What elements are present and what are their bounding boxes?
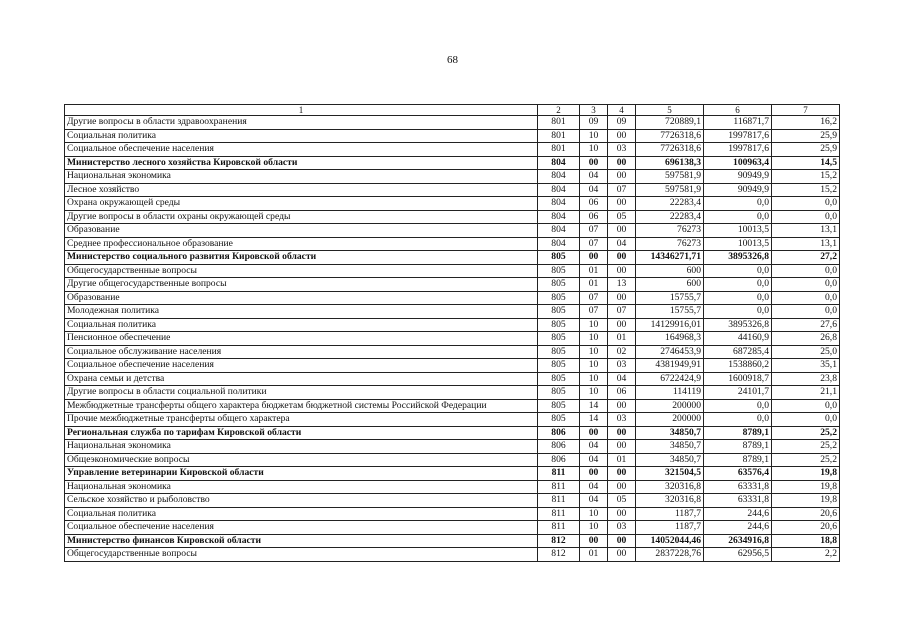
cell-subsection-code: 00 xyxy=(608,170,636,184)
table-row xyxy=(65,386,840,400)
cell-percent: 13,1 xyxy=(772,237,840,251)
cell-subsection-code: 00 xyxy=(608,480,636,494)
cell-section-code: 06 xyxy=(580,197,608,211)
cell-section-code: 07 xyxy=(580,305,608,319)
cell-planned: 320316,8 xyxy=(636,494,704,508)
budget-table xyxy=(64,104,840,562)
cell-executed: 63331,8 xyxy=(704,494,772,508)
cell-executed: 8789,1 xyxy=(704,453,772,467)
table-row xyxy=(65,264,840,278)
cell-percent: 26,8 xyxy=(772,332,840,346)
cell-percent: 25,2 xyxy=(772,453,840,467)
table-row xyxy=(65,305,840,319)
table-row xyxy=(65,318,840,332)
table-row xyxy=(65,224,840,238)
cell-name: Общегосударственные вопросы xyxy=(65,548,538,562)
cell-name: Молодежная политика xyxy=(65,305,538,319)
cell-ministry-code: 804 xyxy=(538,156,580,170)
table-row xyxy=(65,521,840,535)
cell-executed: 44160,9 xyxy=(704,332,772,346)
cell-percent: 0,0 xyxy=(772,413,840,427)
cell-planned: 76273 xyxy=(636,237,704,251)
cell-subsection-code: 00 xyxy=(608,534,636,548)
cell-ministry-code: 811 xyxy=(538,467,580,481)
cell-section-code: 10 xyxy=(580,143,608,157)
cell-percent: 0,0 xyxy=(772,278,840,292)
cell-executed: 0,0 xyxy=(704,305,772,319)
cell-ministry-code: 805 xyxy=(538,345,580,359)
cell-planned: 34850,7 xyxy=(636,440,704,454)
cell-section-code: 04 xyxy=(580,453,608,467)
cell-section-code: 09 xyxy=(580,116,608,130)
cell-subsection-code: 00 xyxy=(608,318,636,332)
cell-percent: 23,8 xyxy=(772,372,840,386)
cell-percent: 25,0 xyxy=(772,345,840,359)
cell-name: Межбюджетные трансферты общего характера бюджетам бюджетной системы Российской Федерации xyxy=(65,399,538,413)
cell-subsection-code: 03 xyxy=(608,143,636,157)
cell-planned: 22283,4 xyxy=(636,197,704,211)
table-header-row xyxy=(65,105,840,116)
table-row xyxy=(65,197,840,211)
table-row xyxy=(65,332,840,346)
cell-planned: 6722424,9 xyxy=(636,372,704,386)
table-row xyxy=(65,116,840,130)
cell-section-code: 00 xyxy=(580,467,608,481)
cell-section-code: 04 xyxy=(580,494,608,508)
cell-executed: 0,0 xyxy=(704,413,772,427)
cell-percent: 13,1 xyxy=(772,224,840,238)
cell-executed: 24101,7 xyxy=(704,386,772,400)
cell-subsection-code: 00 xyxy=(608,507,636,521)
cell-executed: 2634916,8 xyxy=(704,534,772,548)
cell-ministry-code: 805 xyxy=(538,372,580,386)
cell-ministry-code: 811 xyxy=(538,494,580,508)
cell-section-code: 10 xyxy=(580,521,608,535)
cell-percent: 20,6 xyxy=(772,507,840,521)
cell-section-code: 04 xyxy=(580,170,608,184)
cell-section-code: 04 xyxy=(580,183,608,197)
cell-planned: 7726318,6 xyxy=(636,129,704,143)
cell-section-code: 07 xyxy=(580,291,608,305)
cell-planned: 15755,7 xyxy=(636,305,704,319)
cell-percent: 18,8 xyxy=(772,534,840,548)
table-row xyxy=(65,372,840,386)
cell-section-code: 14 xyxy=(580,413,608,427)
cell-percent: 25,2 xyxy=(772,426,840,440)
cell-name: Социальное обслуживание населения xyxy=(65,345,538,359)
cell-ministry-code: 812 xyxy=(538,534,580,548)
table-row xyxy=(65,494,840,508)
cell-subsection-code: 00 xyxy=(608,224,636,238)
cell-section-code: 00 xyxy=(580,251,608,265)
cell-executed: 0,0 xyxy=(704,399,772,413)
table-row xyxy=(65,534,840,548)
cell-percent: 25,9 xyxy=(772,129,840,143)
cell-ministry-code: 804 xyxy=(538,237,580,251)
table-row xyxy=(65,507,840,521)
table-row xyxy=(65,359,840,373)
cell-executed: 1997817,6 xyxy=(704,143,772,157)
cell-name: Министерство финансов Кировской области xyxy=(65,534,538,548)
cell-percent: 0,0 xyxy=(772,305,840,319)
cell-planned: 2746453,9 xyxy=(636,345,704,359)
cell-ministry-code: 801 xyxy=(538,129,580,143)
cell-executed: 0,0 xyxy=(704,197,772,211)
cell-ministry-code: 804 xyxy=(538,183,580,197)
cell-ministry-code: 805 xyxy=(538,251,580,265)
cell-name: Другие вопросы в области охраны окружающей среды xyxy=(65,210,538,224)
cell-executed: 687285,4 xyxy=(704,345,772,359)
cell-ministry-code: 806 xyxy=(538,440,580,454)
cell-name: Охрана окружающей среды xyxy=(65,197,538,211)
cell-planned: 600 xyxy=(636,264,704,278)
cell-name: Образование xyxy=(65,224,538,238)
cell-percent: 25,2 xyxy=(772,440,840,454)
header-col-4: 4 xyxy=(608,105,636,116)
cell-name: Среднее профессиональное образование xyxy=(65,237,538,251)
cell-section-code: 14 xyxy=(580,399,608,413)
cell-percent: 15,2 xyxy=(772,170,840,184)
cell-planned: 597581,9 xyxy=(636,183,704,197)
cell-percent: 15,2 xyxy=(772,183,840,197)
cell-ministry-code: 805 xyxy=(538,318,580,332)
cell-ministry-code: 806 xyxy=(538,426,580,440)
cell-executed: 90949,9 xyxy=(704,183,772,197)
cell-subsection-code: 00 xyxy=(608,197,636,211)
cell-section-code: 10 xyxy=(580,372,608,386)
cell-subsection-code: 09 xyxy=(608,116,636,130)
cell-subsection-code: 00 xyxy=(608,291,636,305)
cell-planned: 320316,8 xyxy=(636,480,704,494)
cell-ministry-code: 811 xyxy=(538,507,580,521)
cell-ministry-code: 811 xyxy=(538,521,580,535)
cell-section-code: 10 xyxy=(580,318,608,332)
header-col-7: 7 xyxy=(772,105,840,116)
table-row xyxy=(65,399,840,413)
cell-planned: 7726318,6 xyxy=(636,143,704,157)
cell-executed: 3895326,8 xyxy=(704,251,772,265)
cell-subsection-code: 00 xyxy=(608,548,636,562)
cell-executed: 1997817,6 xyxy=(704,129,772,143)
table-row xyxy=(65,426,840,440)
table-row xyxy=(65,156,840,170)
cell-name: Охрана семьи и детства xyxy=(65,372,538,386)
cell-planned: 597581,9 xyxy=(636,170,704,184)
cell-name: Социальное обеспечение населения xyxy=(65,521,538,535)
cell-executed: 244,6 xyxy=(704,507,772,521)
cell-percent: 20,6 xyxy=(772,521,840,535)
cell-subsection-code: 00 xyxy=(608,399,636,413)
cell-percent: 19,8 xyxy=(772,494,840,508)
cell-planned: 34850,7 xyxy=(636,426,704,440)
cell-percent: 0,0 xyxy=(772,264,840,278)
cell-percent: 21,1 xyxy=(772,386,840,400)
cell-planned: 2837228,76 xyxy=(636,548,704,562)
table-row xyxy=(65,480,840,494)
cell-name: Общегосударственные вопросы xyxy=(65,264,538,278)
cell-planned: 114119 xyxy=(636,386,704,400)
cell-subsection-code: 13 xyxy=(608,278,636,292)
cell-executed: 63331,8 xyxy=(704,480,772,494)
cell-percent: 27,2 xyxy=(772,251,840,265)
cell-subsection-code: 00 xyxy=(608,156,636,170)
cell-name: Другие вопросы в области социальной политики xyxy=(65,386,538,400)
cell-ministry-code: 806 xyxy=(538,453,580,467)
cell-section-code: 10 xyxy=(580,359,608,373)
cell-section-code: 10 xyxy=(580,345,608,359)
cell-section-code: 10 xyxy=(580,386,608,400)
cell-planned: 34850,7 xyxy=(636,453,704,467)
cell-section-code: 10 xyxy=(580,129,608,143)
table-row xyxy=(65,237,840,251)
cell-percent: 0,0 xyxy=(772,399,840,413)
cell-planned: 1187,7 xyxy=(636,507,704,521)
cell-section-code: 01 xyxy=(580,548,608,562)
cell-subsection-code: 05 xyxy=(608,494,636,508)
cell-percent: 0,0 xyxy=(772,210,840,224)
cell-subsection-code: 04 xyxy=(608,237,636,251)
cell-percent: 16,2 xyxy=(772,116,840,130)
cell-ministry-code: 812 xyxy=(538,548,580,562)
cell-name: Управление ветеринарии Кировской области xyxy=(65,467,538,481)
cell-name: Министерство социального развития Кировской области xyxy=(65,251,538,265)
cell-name: Национальная экономика xyxy=(65,440,538,454)
header-col-5: 5 xyxy=(636,105,704,116)
cell-subsection-code: 06 xyxy=(608,386,636,400)
cell-planned: 321504,5 xyxy=(636,467,704,481)
page-number: 68 xyxy=(447,54,458,66)
header-col-2: 2 xyxy=(538,105,580,116)
table-row xyxy=(65,143,840,157)
cell-subsection-code: 05 xyxy=(608,210,636,224)
cell-subsection-code: 01 xyxy=(608,332,636,346)
cell-subsection-code: 00 xyxy=(608,440,636,454)
table-row xyxy=(65,170,840,184)
cell-section-code: 00 xyxy=(580,426,608,440)
cell-planned: 200000 xyxy=(636,413,704,427)
cell-section-code: 01 xyxy=(580,264,608,278)
cell-executed: 100963,4 xyxy=(704,156,772,170)
cell-section-code: 01 xyxy=(580,278,608,292)
cell-name: Образование xyxy=(65,291,538,305)
cell-section-code: 00 xyxy=(580,156,608,170)
cell-percent: 0,0 xyxy=(772,197,840,211)
cell-ministry-code: 804 xyxy=(538,210,580,224)
cell-planned: 696138,3 xyxy=(636,156,704,170)
cell-ministry-code: 811 xyxy=(538,480,580,494)
cell-planned: 14129916,01 xyxy=(636,318,704,332)
cell-subsection-code: 07 xyxy=(608,305,636,319)
cell-name: Социальная политика xyxy=(65,507,538,521)
cell-executed: 8789,1 xyxy=(704,440,772,454)
cell-percent: 35,1 xyxy=(772,359,840,373)
cell-executed: 10013,5 xyxy=(704,237,772,251)
cell-name: Социальное обеспечение населения xyxy=(65,143,538,157)
cell-name: Сельское хозяйство и рыболовство xyxy=(65,494,538,508)
cell-name: Региональная служба по тарифам Кировской области xyxy=(65,426,538,440)
cell-planned: 14346271,71 xyxy=(636,251,704,265)
cell-subsection-code: 00 xyxy=(608,426,636,440)
cell-percent: 19,8 xyxy=(772,467,840,481)
cell-planned: 14052044,46 xyxy=(636,534,704,548)
cell-executed: 0,0 xyxy=(704,210,772,224)
cell-subsection-code: 00 xyxy=(608,467,636,481)
cell-planned: 1187,7 xyxy=(636,521,704,535)
cell-executed: 116871,7 xyxy=(704,116,772,130)
cell-name: Другие общегосударственные вопросы xyxy=(65,278,538,292)
header-col-6: 6 xyxy=(704,105,772,116)
cell-subsection-code: 07 xyxy=(608,183,636,197)
cell-executed: 62956,5 xyxy=(704,548,772,562)
cell-subsection-code: 01 xyxy=(608,453,636,467)
cell-ministry-code: 805 xyxy=(538,305,580,319)
cell-percent: 19,8 xyxy=(772,480,840,494)
cell-subsection-code: 00 xyxy=(608,251,636,265)
cell-planned: 4381949,91 xyxy=(636,359,704,373)
cell-executed: 0,0 xyxy=(704,264,772,278)
cell-name: Министерство лесного хозяйства Кировской области xyxy=(65,156,538,170)
cell-planned: 76273 xyxy=(636,224,704,238)
cell-ministry-code: 805 xyxy=(538,264,580,278)
cell-executed: 10013,5 xyxy=(704,224,772,238)
cell-ministry-code: 805 xyxy=(538,359,580,373)
cell-subsection-code: 03 xyxy=(608,521,636,535)
cell-subsection-code: 02 xyxy=(608,345,636,359)
cell-name: Пенсионное обеспечение xyxy=(65,332,538,346)
table-row xyxy=(65,291,840,305)
table-row xyxy=(65,183,840,197)
table-row xyxy=(65,453,840,467)
cell-name: Национальная экономика xyxy=(65,170,538,184)
cell-section-code: 06 xyxy=(580,210,608,224)
table-row xyxy=(65,278,840,292)
cell-executed: 1538860,2 xyxy=(704,359,772,373)
table-row xyxy=(65,467,840,481)
cell-ministry-code: 805 xyxy=(538,386,580,400)
cell-ministry-code: 801 xyxy=(538,143,580,157)
table-row xyxy=(65,413,840,427)
cell-section-code: 10 xyxy=(580,507,608,521)
cell-section-code: 07 xyxy=(580,237,608,251)
cell-ministry-code: 805 xyxy=(538,332,580,346)
cell-executed: 63576,4 xyxy=(704,467,772,481)
cell-name: Национальная экономика xyxy=(65,480,538,494)
cell-percent: 14,5 xyxy=(772,156,840,170)
cell-subsection-code: 03 xyxy=(608,359,636,373)
cell-planned: 200000 xyxy=(636,399,704,413)
cell-ministry-code: 804 xyxy=(538,197,580,211)
cell-executed: 1600918,7 xyxy=(704,372,772,386)
cell-percent: 25,9 xyxy=(772,143,840,157)
cell-subsection-code: 04 xyxy=(608,372,636,386)
cell-name: Другие вопросы в области здравоохранения xyxy=(65,116,538,130)
table-row xyxy=(65,210,840,224)
cell-percent: 27,6 xyxy=(772,318,840,332)
cell-executed: 244,6 xyxy=(704,521,772,535)
cell-ministry-code: 805 xyxy=(538,399,580,413)
table-row xyxy=(65,548,840,562)
cell-section-code: 00 xyxy=(580,534,608,548)
cell-executed: 3895326,8 xyxy=(704,318,772,332)
header-col-1: 1 xyxy=(65,105,538,116)
cell-ministry-code: 804 xyxy=(538,170,580,184)
table-row xyxy=(65,129,840,143)
cell-name: Социальная политика xyxy=(65,129,538,143)
cell-ministry-code: 805 xyxy=(538,291,580,305)
cell-ministry-code: 805 xyxy=(538,278,580,292)
cell-name: Прочие межбюджетные трансферты общего характера xyxy=(65,413,538,427)
cell-subsection-code: 00 xyxy=(608,264,636,278)
table-row xyxy=(65,345,840,359)
cell-executed: 8789,1 xyxy=(704,426,772,440)
cell-section-code: 07 xyxy=(580,224,608,238)
cell-planned: 600 xyxy=(636,278,704,292)
cell-executed: 0,0 xyxy=(704,291,772,305)
cell-subsection-code: 00 xyxy=(608,129,636,143)
cell-name: Социальная политика xyxy=(65,318,538,332)
cell-planned: 15755,7 xyxy=(636,291,704,305)
table-row xyxy=(65,440,840,454)
cell-planned: 720889,1 xyxy=(636,116,704,130)
cell-name: Лесное хозяйство xyxy=(65,183,538,197)
table-row xyxy=(65,251,840,265)
cell-planned: 22283,4 xyxy=(636,210,704,224)
cell-executed: 90949,9 xyxy=(704,170,772,184)
cell-name: Социальное обеспечение населения xyxy=(65,359,538,373)
cell-percent: 2,2 xyxy=(772,548,840,562)
header-col-3: 3 xyxy=(580,105,608,116)
cell-ministry-code: 805 xyxy=(538,413,580,427)
cell-percent: 0,0 xyxy=(772,291,840,305)
cell-section-code: 04 xyxy=(580,480,608,494)
cell-section-code: 10 xyxy=(580,332,608,346)
cell-planned: 164968,3 xyxy=(636,332,704,346)
cell-name: Общеэкономические вопросы xyxy=(65,453,538,467)
cell-section-code: 04 xyxy=(580,440,608,454)
cell-ministry-code: 801 xyxy=(538,116,580,130)
cell-ministry-code: 804 xyxy=(538,224,580,238)
cell-subsection-code: 03 xyxy=(608,413,636,427)
cell-executed: 0,0 xyxy=(704,278,772,292)
